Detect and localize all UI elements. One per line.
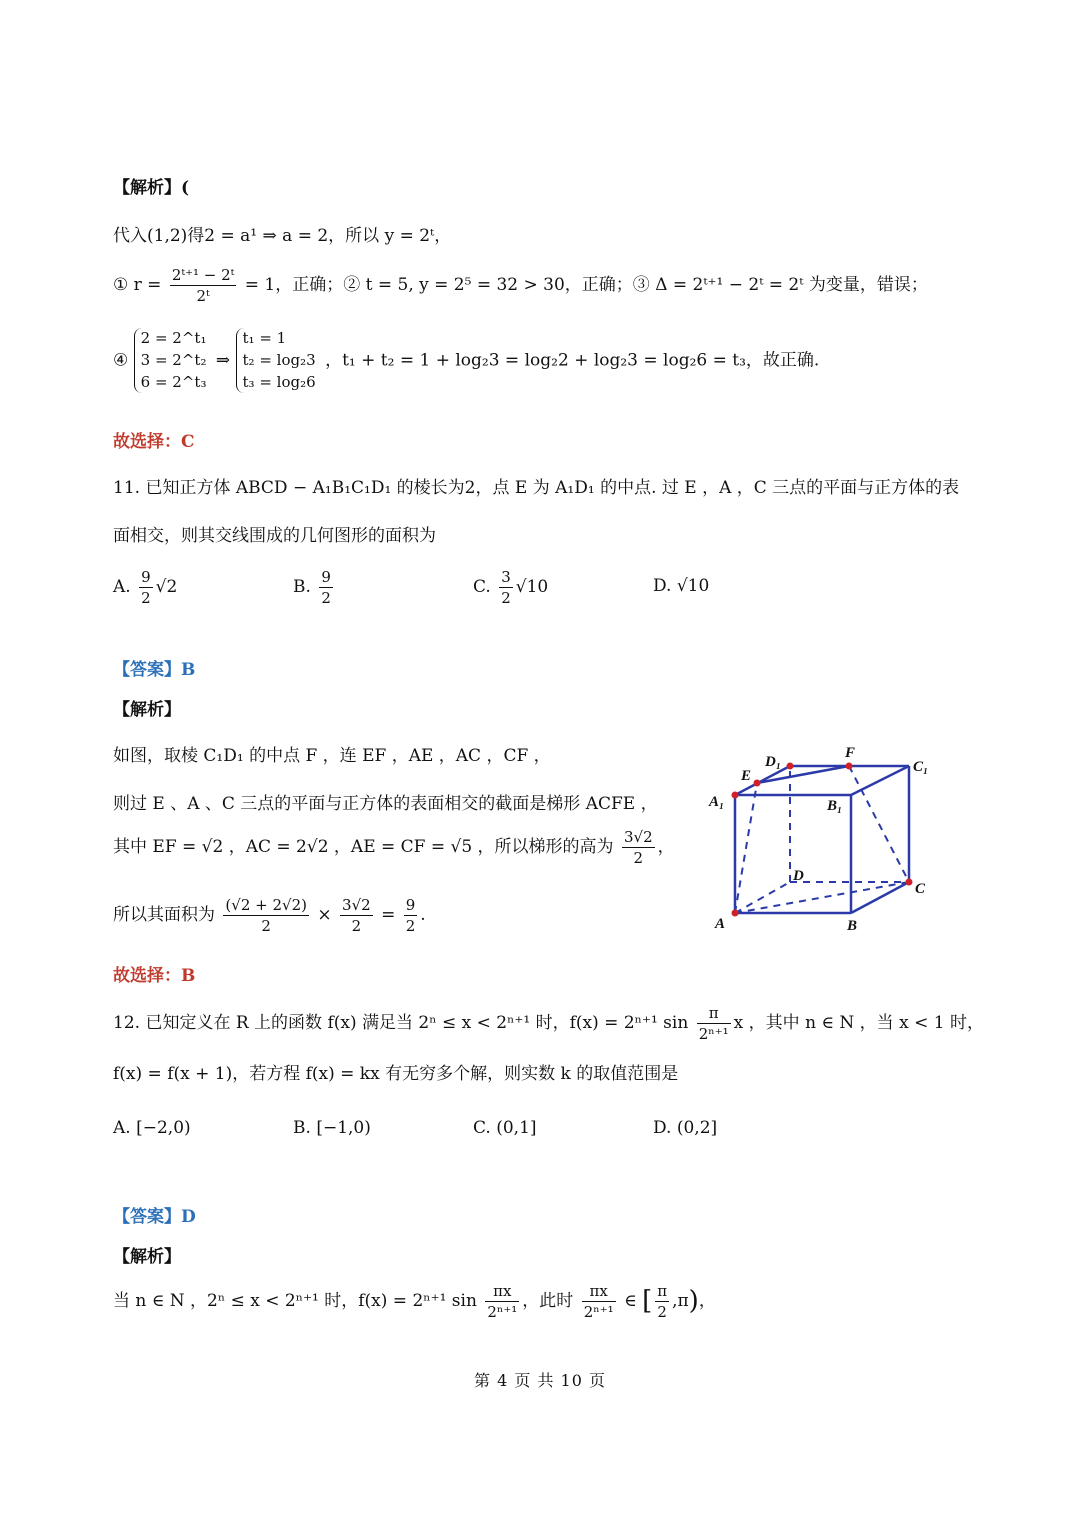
s1-end: ，: [698, 1291, 716, 1311]
option-tail: √10: [676, 576, 710, 596]
analysis-line-2: [113, 266, 928, 305]
option-label: B.: [293, 1118, 311, 1138]
q11-option-a[interactable]: [113, 568, 177, 607]
q12-option-c[interactable]: [473, 1118, 537, 1138]
frac-num: π: [697, 1004, 731, 1024]
frac-den: 2: [261, 917, 271, 935]
q12-stem-2: f(x) = f(x + 1)，若方程 f(x) = kx 有无穷多个解，则实数 k 的取值范围是: [113, 1064, 679, 1084]
frac-den: 2: [351, 917, 362, 935]
q11-solution-4: [113, 896, 426, 935]
label-d: D: [793, 868, 804, 884]
area-fraction-3: [404, 896, 418, 935]
q11-solution-3: [113, 828, 675, 867]
frac-den: 2ⁿ⁺¹: [487, 1303, 518, 1321]
analysis-line-1: 代入(1,2)得2 = a¹ ⇒ a = 2，所以 y = 2ᵗ，: [113, 226, 452, 246]
label-d1: D₁: [765, 754, 782, 770]
q12-option-b[interactable]: [293, 1118, 371, 1138]
frac-num: 9: [405, 896, 416, 914]
s1-prefix: 当 n ∈ N ，2ⁿ ≤ x < 2ⁿ⁺¹ 时，f(x) = 2ⁿ⁺¹ sin: [113, 1291, 477, 1311]
label-f: F: [845, 745, 856, 761]
label-a1: A₁: [709, 794, 725, 810]
option-label: A.: [113, 1118, 131, 1138]
label-b: B: [847, 918, 858, 934]
point-a1: [732, 792, 739, 799]
q12-solution-1: [113, 1282, 716, 1321]
option-value: (0,1]: [496, 1118, 537, 1138]
page-footer: 第 4 页 共 10 页: [474, 1371, 606, 1390]
label-a: A: [715, 916, 726, 932]
area-fraction-2: [340, 896, 373, 935]
r-fraction-den: 2ᵗ: [196, 287, 210, 305]
left-eq-3: 6 = 2^t₃: [140, 372, 207, 391]
label-c: C: [915, 881, 926, 897]
q11-solution-2: 则过 E 、A 、C 三点的平面与正方体的表面相交的截面是梯形 ACFE ，: [113, 794, 658, 814]
q12-fraction: [697, 1004, 731, 1043]
section-fc: [849, 766, 909, 882]
left-eq-1: 2 = 2^t₁: [140, 329, 207, 347]
q12-option-a[interactable]: [113, 1118, 191, 1138]
option-label: C.: [473, 1118, 491, 1138]
option-label: D.: [653, 1118, 672, 1138]
left-bracket: [: [642, 1285, 653, 1316]
point-e: [754, 780, 761, 787]
option-fraction: [319, 568, 333, 607]
times-sign: ×: [317, 905, 332, 925]
frac-den: 2: [657, 1303, 667, 1321]
q12-stem-1: [113, 1004, 984, 1043]
frac-den: 2ⁿ⁺¹: [583, 1303, 614, 1321]
option-tail: √2: [155, 577, 178, 597]
r-label: ① r =: [113, 275, 162, 295]
right-eq-3: t₃ = log₂6: [242, 372, 316, 391]
analysis-label-10: 【解析】(: [113, 178, 190, 198]
point-c: [906, 879, 913, 886]
right-paren: ): [688, 1285, 699, 1316]
option-fraction: [139, 568, 153, 607]
right-eq-1: t₁ = 1: [242, 329, 287, 347]
point-a: [732, 910, 739, 917]
q11-analysis-label: 【解析】: [113, 700, 181, 720]
frac-den: 2: [405, 917, 416, 935]
q11-option-b[interactable]: [293, 568, 336, 607]
option-fraction: [499, 568, 513, 607]
q12-options: [113, 1118, 813, 1148]
left-eq-2: 3 = 2^t₂: [140, 350, 207, 369]
frac-num: (√2 + 2√2): [225, 896, 307, 914]
frac-num: πx: [582, 1282, 616, 1302]
q11-options: [113, 562, 813, 612]
q11-stem-1: 11. 已知正方体 ABCD − A₁B₁C₁D₁ 的棱长为2，点 E 为 A₁D₁ 的中点. 过 E ，A ，C 三点的平面与正方体的表: [113, 478, 960, 498]
choose-11: 故选择：B: [113, 966, 196, 986]
option-value: [−1,0): [316, 1118, 371, 1138]
q12-option-d[interactable]: [653, 1118, 717, 1138]
r-fraction-num: 2ᵗ⁺¹ − 2ᵗ: [171, 266, 235, 284]
frac-num: 3: [501, 568, 511, 586]
option-label: B.: [293, 577, 311, 597]
q12-ratio-fraction: [582, 1282, 616, 1321]
label-c1: C₁: [913, 759, 929, 775]
frac-num: 9: [321, 568, 331, 586]
frac-num: πx: [485, 1282, 519, 1302]
q12-sin-fraction: [485, 1282, 519, 1321]
area-fraction-1: [223, 896, 309, 935]
frac-den: 2: [141, 589, 151, 607]
q12-analysis-label: 【解析】: [113, 1247, 181, 1267]
cube-figure: [705, 740, 945, 940]
frac-num: π: [657, 1282, 668, 1300]
frac-den: 2: [501, 589, 511, 607]
q12-stem-suffix: x ，其中 n ∈ N ，当 x < 1 时，: [733, 1013, 984, 1033]
left-system: [134, 328, 211, 393]
section-ae: [735, 783, 757, 913]
option-tail: √10: [515, 577, 549, 597]
label-e: E: [741, 768, 752, 784]
option-label: A.: [113, 577, 131, 597]
frac-num: 3√2: [342, 896, 371, 914]
q12-answer: 【答案】D: [113, 1207, 196, 1227]
q12-stem-prefix: 12. 已知定义在 R 上的函数 f(x) 满足当 2ⁿ ≤ x < 2ⁿ⁺¹ 时，f(x) = 2ⁿ⁺¹ sin: [113, 1013, 689, 1033]
frac-den: 2ⁿ⁺¹: [698, 1025, 729, 1043]
point-f: [846, 763, 853, 770]
range-fraction: [655, 1282, 669, 1321]
implies-arrow: ⇒: [215, 350, 231, 371]
label-b1: B₁: [827, 798, 843, 814]
right-eq-2: t₂ = log₂3: [242, 350, 316, 369]
frac-den: 2: [633, 849, 644, 867]
line2-suffix: = 1，正确；② t = 5, y = 2⁵ = 32 > 30，正确；③ Δ = 2ᵗ⁺¹ − 2ᵗ = 2ᵗ 为变量，错误；: [244, 275, 928, 295]
s3-suffix: ，: [657, 837, 675, 857]
range-tail: ,π: [672, 1291, 689, 1311]
line3-suffix: ，t₁ + t₂ = 1 + log₂3 = log₂2 + log₂3 = log₂6 = t₃，故正确.: [325, 350, 820, 371]
q11-solution-1: 如图，取棱 C₁D₁ 的中点 F ，连 EF ，AE ，AC ，CF ，: [113, 746, 551, 766]
option-label: D.: [653, 576, 672, 596]
choose-10: 故选择：C: [113, 432, 195, 452]
equals-sign: =: [381, 905, 396, 925]
point-d1: [787, 763, 794, 770]
option-label: C.: [473, 577, 491, 597]
q11-option-d[interactable]: [653, 576, 709, 596]
item-4-label: ④: [113, 350, 129, 371]
s3-prefix: 其中 EF = √2 ，AC = 2√2 ，AE = CF = √5 ，所以梯形的高为: [113, 837, 614, 857]
q11-answer: 【答案】B: [113, 660, 196, 680]
edge-b1c1: [851, 766, 909, 795]
r-fraction: [170, 266, 237, 305]
frac-num: 9: [141, 568, 151, 586]
period: .: [420, 905, 426, 925]
right-system: [236, 328, 320, 393]
s1-mid: ，此时: [522, 1291, 574, 1311]
analysis-line-3: [113, 328, 819, 393]
frac-num: 3√2: [623, 828, 653, 846]
height-fraction: [622, 828, 655, 867]
option-value: (0,2]: [676, 1118, 718, 1138]
option-value: [−2,0): [136, 1118, 191, 1138]
s4-prefix: 所以其面积为: [113, 905, 215, 925]
q11-option-c[interactable]: [473, 568, 548, 607]
frac-den: 2: [321, 589, 331, 607]
q11-stem-2: 面相交，则其交线围成的几何图形的面积为: [113, 526, 436, 546]
element-of-sign: ∈: [624, 1291, 637, 1311]
